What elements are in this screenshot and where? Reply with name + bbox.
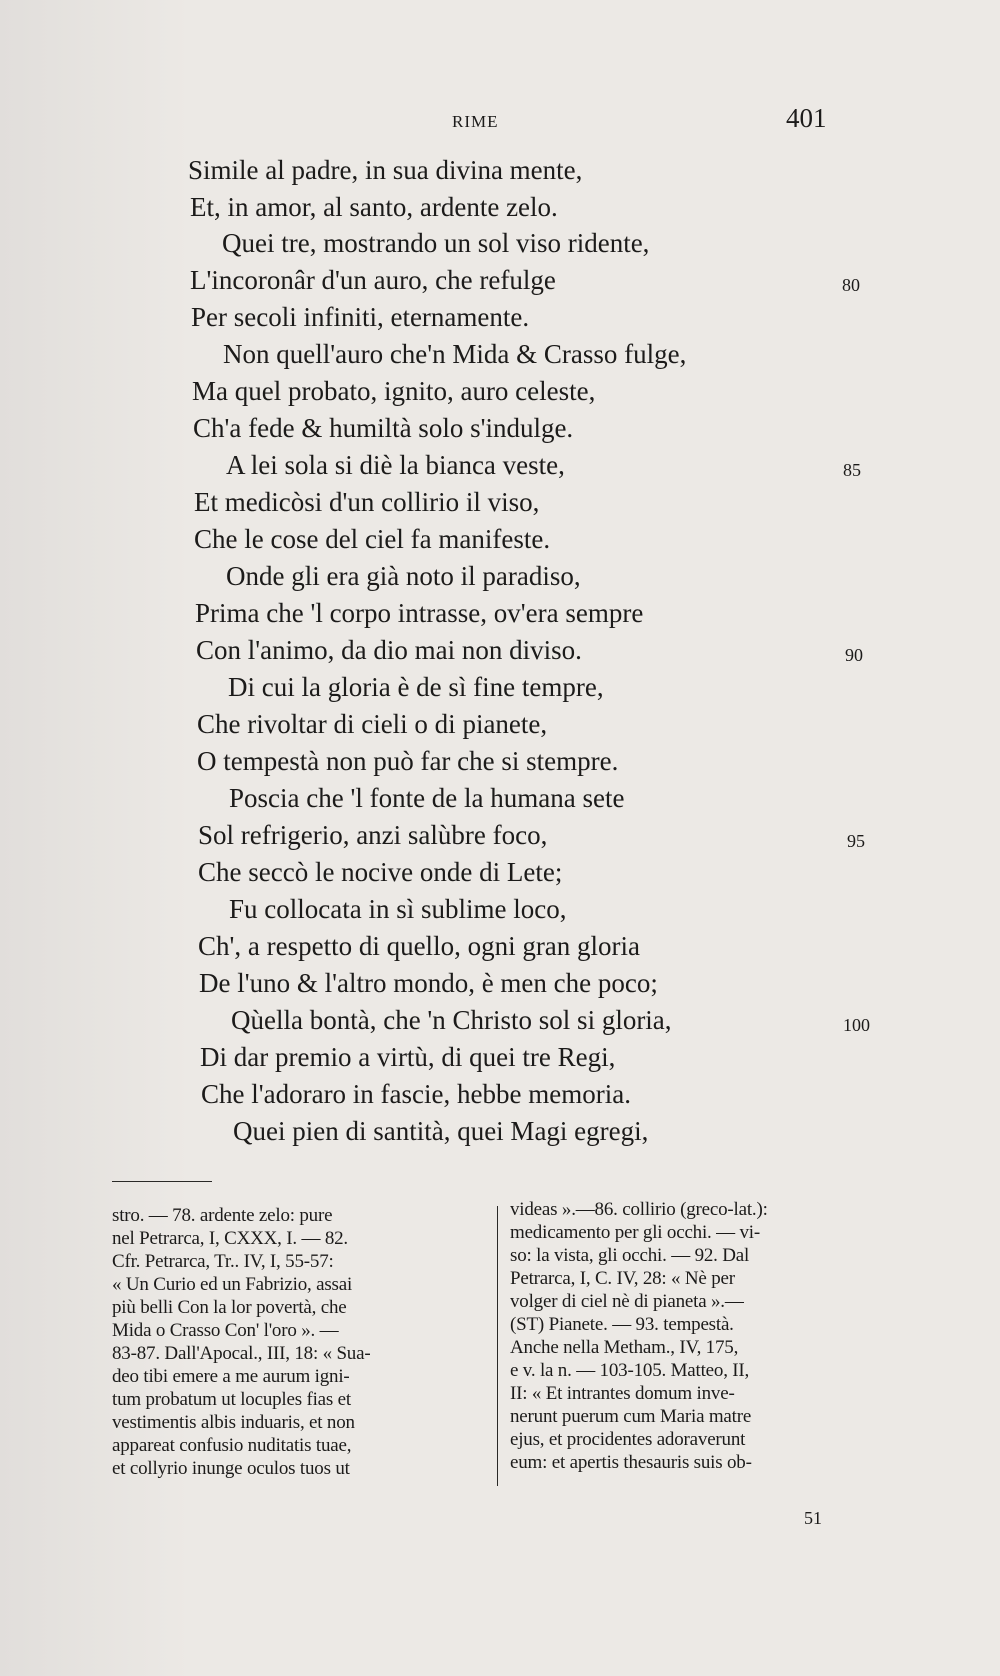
footnote-line: videas ».—86. collirio (greco-lat.): (510, 1199, 768, 1220)
verse-line: Et medicòsi d'un collirio il viso, (194, 487, 540, 517)
footnote-line: Petrarca, I, C. IV, 28: « Nè per (510, 1268, 735, 1289)
verse-line: Con l'animo, da dio mai non diviso. (196, 635, 582, 665)
verse-line: Sol refrigerio, anzi salùbre foco, (198, 820, 548, 850)
verse-line: Di cui la gloria è de sì fine tempre, (228, 672, 604, 702)
footnote-line: nel Petrarca, I, CXXX, I. — 82. (112, 1228, 348, 1249)
footnote-line: stro. — 78. ardente zelo: pure (112, 1205, 333, 1226)
footnote-line: (ST) Pianete. — 93. tempestà. (510, 1314, 734, 1335)
verse-line: Qùella bontà, che 'n Christo sol si gloria, (231, 1005, 672, 1035)
verse-line: Che le cose del ciel fa manifeste. (194, 524, 551, 554)
running-head: RIME (452, 112, 499, 131)
verse-line: Che seccò le nocive onde di Lete; (198, 857, 563, 887)
footnote-line: volger di ciel nè di pianeta ».— (510, 1291, 744, 1312)
footnote-line: et collyrio inunge oculos tuos ut (112, 1458, 350, 1479)
footnote-line: 83-87. Dall'Apocal., III, 18: « Sua- (112, 1343, 371, 1364)
verse-line: Ch', a respetto di quello, ogni gran gloria (198, 931, 641, 961)
footnote-line: so: la vista, gli occhi. — 92. Dal (510, 1245, 750, 1266)
verse-line: Non quell'auro che'n Mida & Crasso fulge, (223, 339, 687, 369)
verse-line: O tempestà non può far che si stempre. (197, 746, 619, 776)
verse-line: Quei tre, mostrando un sol viso ridente, (222, 228, 650, 258)
verse-line: Fu collocata in sì sublime loco, (229, 894, 567, 924)
footnote-line: tum probatum ut locuples fias et (112, 1389, 351, 1410)
verse-line: Et, in amor, al santo, ardente zelo. (190, 192, 558, 222)
verse-line: De l'uno & l'altro mondo, è men che poco; (199, 968, 658, 998)
verse-line: Ch'a fede & humiltà solo s'indulge. (193, 413, 574, 443)
verse-line: Che l'adoraro in fascie, hebbe memoria. (201, 1079, 631, 1109)
signature-mark: 51 (804, 1508, 822, 1528)
verse-line: Poscia che 'l fonte de la humana sete (229, 783, 625, 813)
line-number: 95 (847, 831, 865, 851)
line-number: 90 (845, 645, 863, 665)
footnote-line: Mida o Crasso Con' l'oro ». — (112, 1320, 339, 1341)
footnote-line: « Un Curio ed un Fabrizio, assai (112, 1274, 353, 1295)
page-number: 401 (786, 103, 827, 133)
footnote-line: vestimentis albis induaris, et non (112, 1412, 355, 1433)
verse-line: A lei sola si diè la bianca veste, (226, 450, 565, 480)
footnote-line: ejus, et procidentes adoraverunt (510, 1429, 746, 1450)
verse-line: Prima che 'l corpo intrasse, ov'era sempre (195, 598, 644, 628)
footnote-line: nerunt puerum cum Maria matre (510, 1406, 752, 1427)
verse-line: Simile al padre, in sua divina mente, (188, 155, 583, 185)
footnote-line: Anche nella Metham., IV, 175, (510, 1337, 739, 1358)
verse-line: Quei pien di santità, quei Magi egregi, (233, 1116, 649, 1146)
footnote-line: eum: et apertis thesauris suis ob- (510, 1452, 752, 1473)
verse-line: Per secoli infiniti, eternamente. (191, 302, 530, 332)
footnote-line: II: « Et intrantes domum inve- (510, 1383, 735, 1404)
verse-line: Onde gli era già noto il paradiso, (226, 561, 581, 591)
footnote-line: Cfr. Petrarca, Tr.. IV, I, 55-57: (112, 1251, 334, 1272)
footnote-line: più belli Con la lor povertà, che (112, 1297, 347, 1318)
footnote-line: medicamento per gli occhi. — vi- (510, 1222, 761, 1243)
line-number: 85 (843, 460, 861, 480)
verse-line: L'incoronâr d'un auro, che refulge (190, 265, 556, 295)
footnote-rule (112, 1181, 212, 1182)
footnote-line: deo tibi emere a me aurum igni- (112, 1366, 350, 1387)
verse-line: Di dar premio a virtù, di quei tre Regi, (200, 1042, 616, 1072)
footnote-column-divider (497, 1206, 498, 1486)
footnote-line: e v. la n. — 103-105. Matteo, II, (510, 1360, 750, 1381)
line-number: 100 (843, 1015, 870, 1035)
verse-line: Che rivoltar di cieli o di pianete, (197, 709, 548, 739)
footnote-line: appareat confusio nuditatis tuae, (112, 1435, 352, 1456)
verse-line: Ma quel probato, ignito, auro celeste, (192, 376, 596, 406)
line-number: 80 (842, 275, 860, 295)
